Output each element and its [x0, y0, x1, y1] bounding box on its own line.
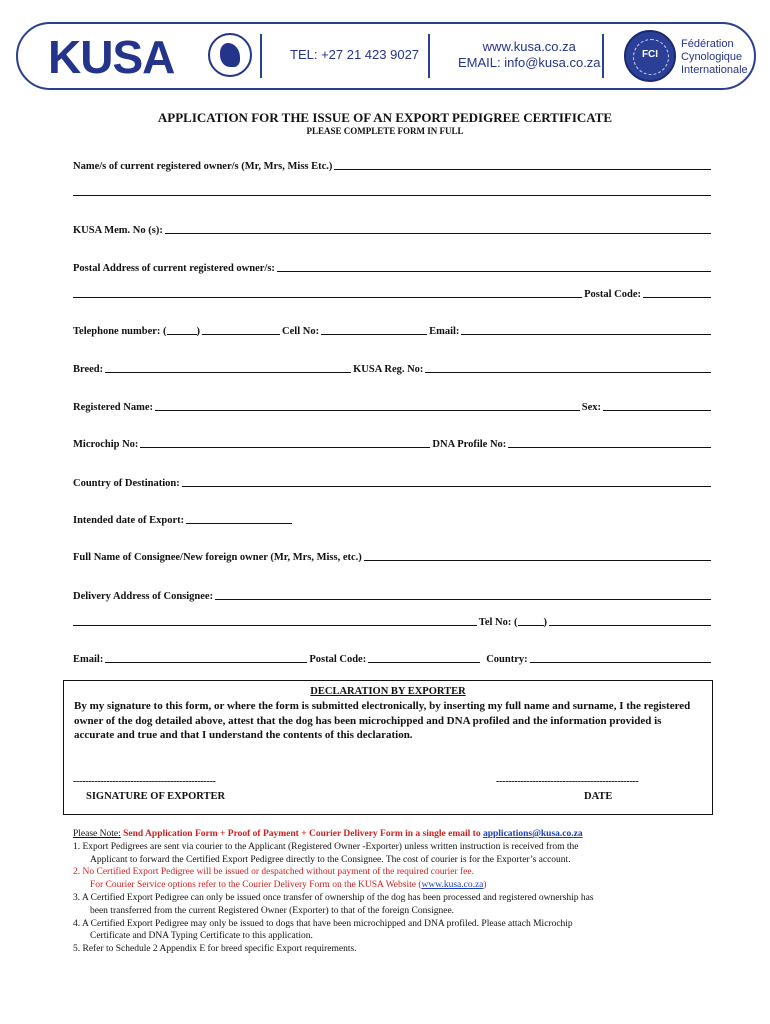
- notes-instruction: Send Application Form + Proof of Payment + Courier Delivery Form in a single email to: [123, 829, 481, 839]
- consignee-country-label: Country:: [486, 654, 528, 665]
- note-3-cont: been transferred from the current Registered Owner (Exporter) to that of the foreign Consignee.: [90, 905, 455, 916]
- note-2-close: ): [483, 880, 487, 891]
- tel-area-field[interactable]: [518, 615, 544, 626]
- website-link[interactable]: www.kusa.co.za: [482, 39, 576, 54]
- consignee-label: Full Name of Consignee/New foreign owner (Mr, Mrs, Miss, etc.): [73, 552, 362, 563]
- dna-field[interactable]: [508, 437, 711, 448]
- breed-field[interactable]: [105, 362, 351, 373]
- cell-label: Cell No:: [282, 326, 320, 337]
- country-field[interactable]: [182, 476, 711, 487]
- tel-no-label: Tel No: (: [478, 617, 518, 628]
- notes-prefix: Please Note:: [73, 829, 121, 839]
- note-1-cont: Applicant to forward the Certified Export Pedigree directly to the Consignee. The cost of courier is for the Exporter’s account.: [90, 854, 571, 865]
- owners-row: [73, 158, 713, 172]
- consignee-email-field[interactable]: [105, 652, 307, 663]
- declaration-box: [63, 680, 713, 815]
- contact-block: [458, 39, 601, 71]
- consignee-contact-row: [73, 651, 713, 665]
- signature-label: SIGNATURE OF EXPORTER: [86, 791, 226, 802]
- postal-address-field-2[interactable]: [73, 287, 582, 298]
- logo-text: KUSA: [48, 31, 175, 83]
- email-field[interactable]: [461, 324, 711, 335]
- owners-field-2[interactable]: [73, 185, 711, 196]
- consignee-field[interactable]: [364, 550, 711, 561]
- kusa-logo: [48, 31, 175, 83]
- note-2-text: For Courier Service options refer to the Courier Delivery Form on the KUSA Website (: [90, 880, 422, 891]
- email-label: Email:: [429, 326, 460, 337]
- signature-line[interactable]: -----------------------------------------------: [73, 776, 216, 787]
- letterhead: [16, 22, 756, 90]
- sex-label: Sex:: [581, 402, 601, 413]
- note-1: 1. Export Pedigrees are sent via courier to the Applicant (Registered Owner -Exporter) unless written instruction is received from the: [73, 841, 579, 852]
- telephone-field[interactable]: [202, 324, 280, 335]
- reg-no-field[interactable]: [425, 362, 711, 373]
- owners-row-2: [73, 184, 713, 198]
- mem-no-row: [73, 222, 713, 236]
- delivery-field[interactable]: [215, 589, 711, 600]
- export-date-row: [73, 512, 713, 526]
- divider: [428, 34, 430, 78]
- reg-no-label: KUSA Reg. No:: [353, 364, 424, 375]
- breed-row: [73, 361, 713, 375]
- postal-address-row-2: [73, 286, 713, 300]
- owners-label: Name/s of current registered owner/s (Mr, Mrs, Miss Etc.): [73, 161, 333, 172]
- form-subtitle: PLEASE COMPLETE FORM IN FULL: [306, 126, 464, 136]
- applications-email-link[interactable]: applications@kusa.co.za: [482, 829, 583, 839]
- export-date-field[interactable]: [186, 513, 292, 524]
- declaration-text: By my signature to this form, or where the form is submitted electronically, by inserting my full name and surname, I the registered owner of the dog detailed above, attest that the dog has been microchipped and DNA profiled and the information provided is accurate and true and that I understand the contents of this declaration.: [74, 700, 691, 741]
- fci-seal-text: FCI: [641, 49, 659, 60]
- export-date-label: Intended date of Export:: [73, 515, 185, 526]
- consignee-country-field[interactable]: [530, 652, 711, 663]
- note-4: 4. A Certified Export Pedigree may only be issued to dogs that have been microchipped and DNA profiled. Please attach Microchip: [73, 918, 573, 929]
- telephone-label: Telephone number: (: [73, 326, 167, 337]
- declaration-title: DECLARATION BY EXPORTER: [310, 686, 466, 697]
- note-2: 2. No Certified Export Pedigree will be issued or despatched without payment of the required courier fee.: [73, 867, 474, 878]
- telephone-row: [73, 323, 713, 337]
- delivery-label: Delivery Address of Consignee:: [73, 591, 214, 602]
- dog-emblem-icon: [208, 33, 252, 77]
- date-line[interactable]: -----------------------------------------------: [496, 776, 639, 787]
- consignee-email-label: Email:: [73, 654, 104, 665]
- sex-field[interactable]: [603, 400, 711, 411]
- fci-line: Internationale: [681, 64, 748, 76]
- postal-code-field[interactable]: [643, 287, 711, 298]
- breed-label: Breed:: [73, 364, 104, 375]
- country-row: [73, 475, 713, 489]
- notes-header: [73, 828, 723, 841]
- mem-no-label: KUSA Mem. No (s):: [73, 225, 163, 236]
- fci-line: Fédération: [681, 38, 734, 50]
- postal-address-label: Postal Address of current registered owner/s:: [73, 263, 275, 274]
- registered-name-label: Registered Name:: [73, 402, 153, 413]
- postal-address-field[interactable]: [277, 261, 711, 272]
- note-2-cont: [73, 879, 723, 892]
- postal-code-label: Postal Code:: [584, 289, 641, 300]
- tel-no-paren: ): [543, 617, 547, 628]
- note-3: 3. A Certified Export Pedigree can only be issued once transfer of ownership of the dog has been processed and registered ownership has: [73, 892, 594, 903]
- mem-no-field[interactable]: [165, 223, 711, 234]
- divider: [260, 34, 262, 78]
- delivery-row: [73, 588, 713, 602]
- divider: [602, 34, 604, 78]
- owners-field[interactable]: [334, 159, 711, 170]
- telephone-paren: ): [196, 326, 201, 337]
- consignee-postal-code-label: Postal Code:: [309, 654, 367, 665]
- consignee-row: [73, 549, 713, 563]
- fci-name: [681, 38, 748, 77]
- country-label: Country of Destination:: [73, 478, 180, 489]
- microchip-label: Microchip No:: [73, 439, 139, 450]
- microchip-row: [73, 436, 713, 450]
- area-code-field[interactable]: [167, 324, 197, 335]
- tel-no-field[interactable]: [549, 615, 711, 626]
- note-4-cont: Certificate and DNA Typing Certificate to this application.: [90, 931, 313, 942]
- email-link[interactable]: EMAIL: info@kusa.co.za: [458, 55, 601, 70]
- registered-name-field[interactable]: [155, 400, 580, 411]
- fci-seal-icon: [624, 30, 676, 82]
- dna-label: DNA Profile No:: [432, 439, 507, 450]
- consignee-postal-code-field[interactable]: [368, 652, 480, 663]
- kusa-website-link[interactable]: www.kusa.co.za: [421, 880, 484, 891]
- form-title: APPLICATION FOR THE ISSUE OF AN EXPORT PEDIGREE CERTIFICATE: [157, 110, 613, 125]
- notes-section: [73, 828, 723, 956]
- registered-name-row: [73, 399, 713, 413]
- note-5: 5. Refer to Schedule 2 Appendix E for breed specific Export requirements.: [73, 944, 357, 955]
- telephone-text: TEL: +27 21 423 9027: [290, 47, 420, 62]
- delivery-row-2: [73, 614, 713, 628]
- cell-field[interactable]: [321, 324, 427, 335]
- date-label: DATE: [584, 791, 613, 802]
- microchip-field[interactable]: [140, 437, 430, 448]
- delivery-field-2[interactable]: [73, 615, 477, 626]
- fci-line: Cynologique: [681, 51, 743, 63]
- postal-address-row: [73, 260, 713, 274]
